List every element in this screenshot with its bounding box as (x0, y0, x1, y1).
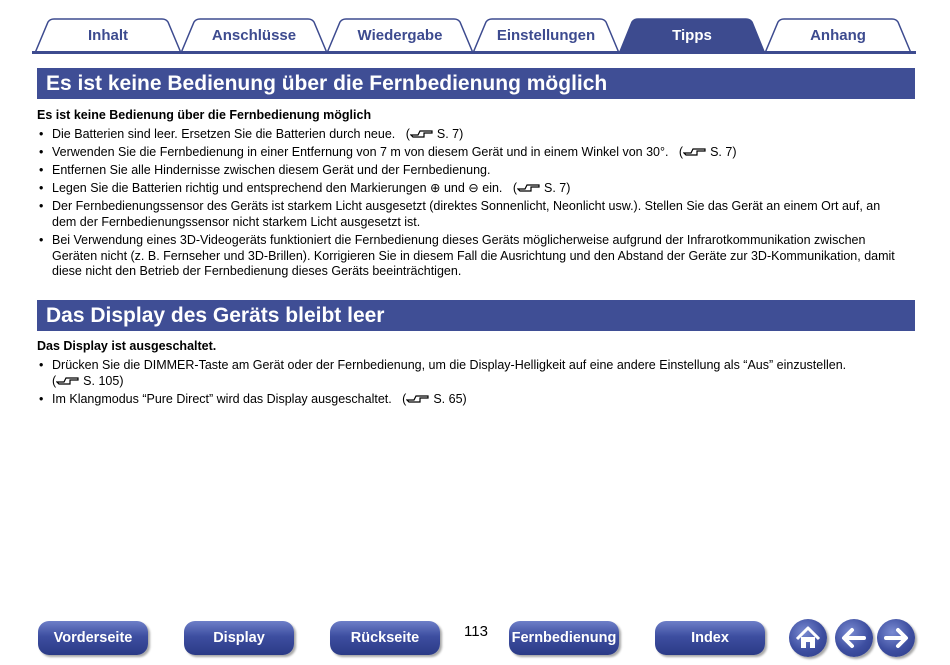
list-item (37, 358, 907, 389)
home-icon (789, 619, 827, 657)
list-item (37, 199, 907, 230)
section-subtitle-remote: Es ist keine Bedienung über die Fernbedienung möglich (37, 108, 372, 122)
arrow-right-icon (877, 619, 915, 657)
home-button[interactable] (789, 619, 827, 657)
list-item (37, 181, 907, 197)
tab-baseline (32, 51, 916, 54)
pointing-hand-icon (517, 181, 541, 193)
remote-troubleshoot-list (37, 127, 907, 282)
tab-label: Einstellungen (496, 26, 596, 44)
tab-label: Wiedergabe (357, 26, 443, 44)
section-title-remote: Es ist keine Bedienung über die Fernbedienung möglich (37, 68, 915, 99)
nav-button-rueckseite[interactable]: Rückseite (330, 621, 440, 655)
item-text: Legen Sie die Batterien richtig und entsprechend den Markierungen ⊕ und ⊖ ein. (52, 181, 503, 196)
section-subtitle-display: Das Display ist ausgeschaltet. (37, 339, 217, 353)
page-ref-text: S. 65 (433, 391, 463, 406)
nav-button-fernbedienung[interactable]: Fernbedienung (509, 621, 619, 655)
page-ref-text: S. 7 (436, 127, 460, 141)
tab-anschluesse[interactable] (180, 18, 328, 52)
list-item (37, 145, 907, 161)
item-text: Verwenden Sie die Fernbedienung in einer Entfernung von 7 m von diesem Gerät und in einem Winkel von 30°. (52, 145, 669, 160)
list-item (37, 127, 907, 143)
back-button[interactable] (835, 619, 873, 657)
display-troubleshoot-list (37, 358, 907, 410)
pointing-hand-icon (56, 374, 80, 386)
page-reference[interactable]: ( S. 105) (52, 373, 124, 388)
pointing-hand-icon (410, 127, 434, 139)
item-text: Drücken Sie die DIMMER-Taste am Gerät oder der Fernbedienung, um die Display-Helligkeit auf eine andere Einstellung als “Aus” einzustellen. (52, 358, 847, 372)
tab-anhang[interactable] (764, 18, 912, 52)
tab-wiedergabe[interactable] (326, 18, 474, 52)
tab-label: Anhang (810, 26, 866, 44)
tab-bar (32, 16, 916, 54)
item-text: Der Fernbedienungssensor des Geräts ist starkem Licht ausgesetzt (direktes Sonnenlicht, Neonlicht usw.). Stellen Sie das Gerät an einem Ort auf, an dem der Fernbedienungssensor nicht starkem Licht ausgesetzt ist. (52, 199, 881, 229)
list-item (37, 163, 907, 179)
page-number: 113 (464, 623, 488, 640)
item-text: Entfernen Sie alle Hindernisse zwischen diesem Gerät und der Fernbedienung. (52, 163, 491, 178)
tab-label: Inhalt (88, 26, 128, 44)
list-item (37, 233, 907, 280)
item-text: Die Batterien sind leer. Ersetzen Sie die Batterien durch neue. (52, 127, 396, 141)
page-reference[interactable]: ( S. 7) (671, 145, 737, 160)
page-ref-text: S. 7 (544, 181, 567, 196)
arrow-left-icon (835, 619, 873, 657)
page-ref-text: S. 7 (710, 145, 733, 160)
nav-button-index[interactable]: Index (655, 621, 765, 655)
page-ref-text: S. 105 (83, 373, 120, 388)
tab-einstellungen[interactable] (472, 18, 620, 52)
item-text: Bei Verwendung eines 3D-Videogeräts funktioniert die Fernbedienung dieses Geräts möglicherweise aufgrund der Infrarotkommunikation zwischen Geräten nicht (z. B. Fernseher und 3D-Brillen). Korrigieren Sie in diesem Fall die Ausrichtung und den Abstand der Geräte zur 3D-Kommunikation, damit diese nicht den Betrieb der Fernbedienung dieses Geräts beeinträchtigen. (52, 233, 895, 279)
item-text: Im Klangmodus “Pure Direct” wird das Display ausgeschaltet. (52, 391, 392, 406)
page-reference[interactable]: ( S. 7) (398, 127, 464, 141)
nav-button-display[interactable]: Display (184, 621, 294, 655)
pointing-hand-icon (683, 145, 707, 157)
list-item (37, 392, 907, 408)
section-title-display: Das Display des Geräts bleibt leer (37, 300, 915, 331)
nav-button-vorderseite[interactable]: Vorderseite (38, 621, 148, 655)
page-reference[interactable]: ( S. 65) (395, 391, 467, 406)
pointing-hand-icon (406, 392, 430, 404)
tab-tipps[interactable] (618, 18, 766, 52)
tab-inhalt[interactable] (34, 18, 182, 52)
tab-label: Anschlüsse (211, 26, 297, 44)
page-reference[interactable]: ( S. 7) (505, 181, 571, 196)
forward-button[interactable] (877, 619, 915, 657)
tab-label: Tipps (672, 26, 712, 44)
